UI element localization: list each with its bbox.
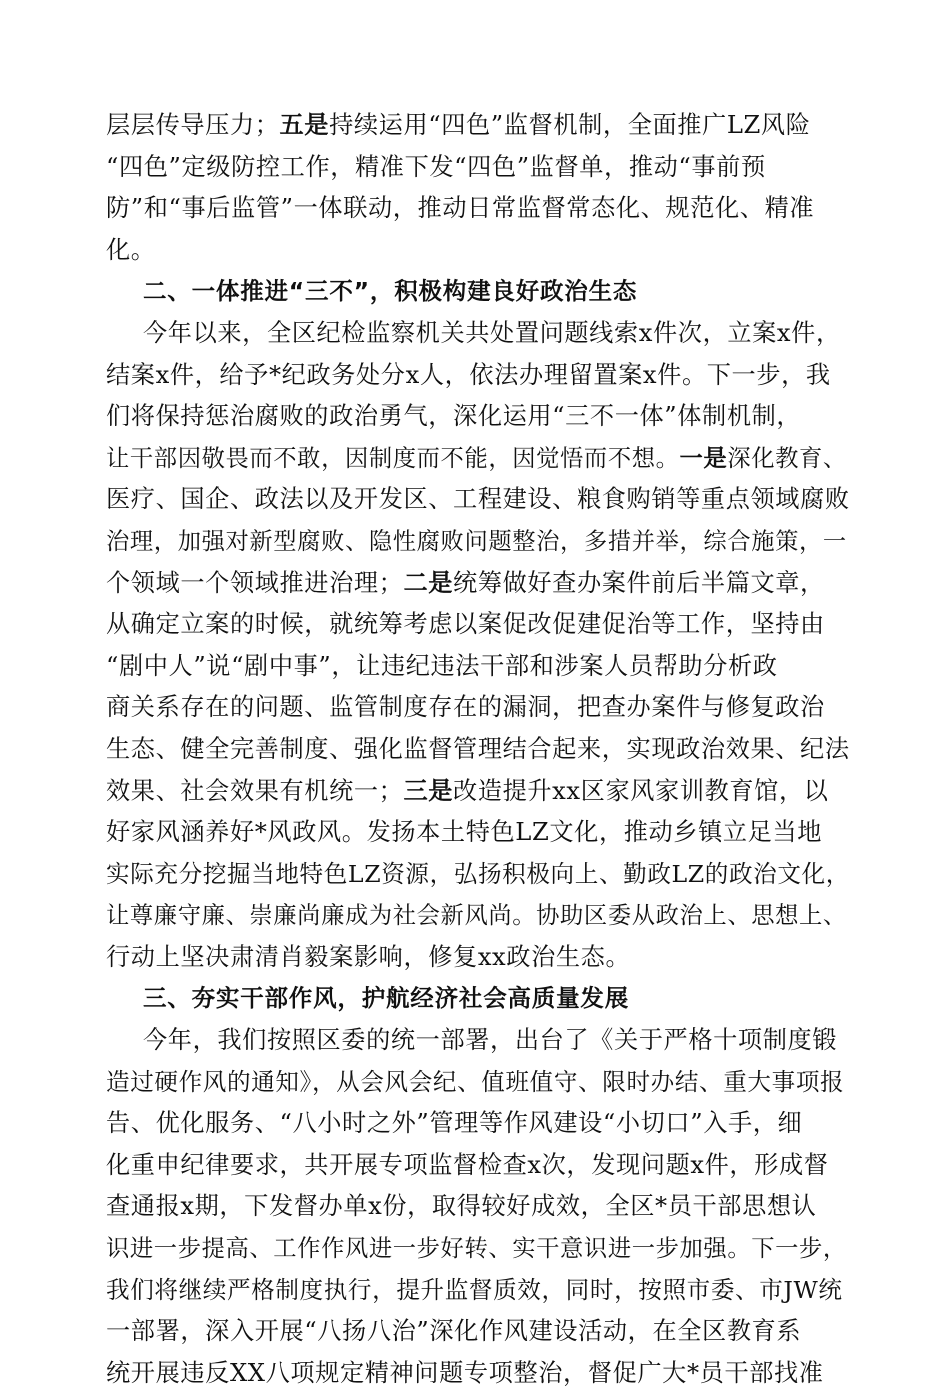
line-text: 化重申纪律要求，共开展专项监督检查x次，发现问题x件，形成督 [106, 1150, 829, 1179]
bold-lead-text: 三、夯实干部作风，护航经济社会高质量发展 [143, 984, 629, 1013]
paragraph-line [106, 188, 851, 230]
line-text: 结案x件，给予*纪政务处分x人，依法办理留置案x件。下一步，我 [106, 360, 831, 389]
line-text: 层层传导压力； [106, 111, 280, 139]
paragraph-line [106, 1062, 851, 1104]
paragraph-line [106, 1145, 851, 1187]
line-text: 造过硬作风的通知》，从会风会纪、值班值守、限时办结、重大事项报 [106, 1067, 845, 1096]
paragraph-line [106, 1228, 851, 1270]
line-text: 深化教育、 [727, 444, 847, 472]
paragraph-line [106, 646, 851, 688]
paragraph-line [106, 355, 851, 397]
line-text: “剧中人”说“剧中事”，让违纪违法干部和涉案人员帮助分析政 [106, 651, 778, 680]
line-text: 好家风涵养好*风政风。发扬本土特色LZ文化，推动乡镇立足当地 [106, 818, 823, 847]
paragraph-line [106, 854, 851, 896]
paragraph-line [106, 147, 851, 189]
line-text: 生态、健全完善制度、强化监督管理结合起来，实现政治效果、纪法 [106, 734, 850, 763]
line-text: 让干部因敬畏而不敢，因制度而不能，因觉悟而不想。 [106, 444, 680, 472]
line-text: 行动上坚决肃清肖毅案影响，修复xx政治生态。 [106, 942, 631, 971]
line-text: “四色”定级防控工作，精准下发“四色”监督单，推动“事前预 [106, 152, 766, 181]
paragraph-line [106, 604, 851, 646]
line-text: 个领域一个领域推进治理； [106, 568, 404, 597]
line-text: 查通报x期，下发督办单x份，取得较好成效，全区*员干部思想认 [106, 1192, 817, 1221]
paragraph-line [106, 521, 851, 563]
line-text: 今年，我们按照区委的统一部署，出台了《关于严格十项制度锻 [143, 1026, 838, 1055]
paragraph-line [106, 729, 851, 771]
paragraph-line [106, 396, 851, 438]
document-page [106, 105, 851, 1394]
line-text: 一部署，深入开展“八扬八治”深化作风建设活动，在全区教育系 [106, 1317, 802, 1346]
line-text: 商关系存在的问题、监管制度存在的漏洞，把查办案件与修复政治 [106, 693, 825, 722]
line-text: 识进一步提高、工作作风进一步好转、实干意识进一步加强。下一步， [106, 1235, 847, 1263]
line-text: 我们将继续严格制度执行，提升监督质效，同时，按照市委、市JW统 [106, 1275, 843, 1304]
line-text: 效果、社会效果有机统一； [106, 776, 404, 805]
bold-lead-text: 五是 [279, 111, 330, 139]
line-text: 实际充分挖掘当地特色LZ资源，弘扬积极向上、勤政LZ的政治文化， [106, 859, 850, 888]
paragraph-line [106, 1353, 851, 1394]
paragraph-line [106, 687, 851, 729]
paragraph-line [106, 1103, 851, 1145]
paragraph-line [106, 438, 851, 480]
bold-lead-text: 二是 [403, 568, 454, 597]
line-text: 从确定立案的时候，就统筹考虑以案促改促建促治等工作，坚持由 [106, 610, 825, 639]
line-text: 医疗、国企、政法以及开发区、工程建设、粮食购销等重点领域腐败 [106, 485, 850, 514]
paragraph-line [106, 105, 851, 147]
paragraph-line [106, 479, 851, 521]
bold-lead-text: 二、一体推进“三不”，积极构建良好政治生态 [143, 277, 638, 306]
line-text: 告、优化服务、“八小时之外”管理等作风建设“小切口”入手，细 [106, 1109, 803, 1138]
line-text: 们将保持惩治腐败的政治勇气，深化运用“三不一体”体制机制， [106, 402, 802, 431]
line-text: 统开展违反XX八项规定精神问题专项整治，督促广大*员干部找准 [106, 1358, 824, 1387]
paragraph-line [106, 230, 851, 272]
paragraph-line [106, 1186, 851, 1228]
line-text: 统筹做好查办案件前后半篇文章， [453, 568, 825, 597]
paragraph-line [106, 812, 851, 854]
paragraph-line [106, 1020, 851, 1062]
bold-lead-text: 三是 [403, 776, 454, 805]
line-text: 让尊廉守廉、崇廉尚廉成为社会新风尚。协助区委从政治上、思想上、 [106, 902, 847, 930]
paragraph-line [106, 937, 851, 979]
section-heading [106, 978, 851, 1020]
line-text: 持续运用“四色”监督机制，全面推广LZ风险 [329, 111, 811, 139]
paragraph-line [106, 563, 851, 605]
line-text: 今年以来，全区纪检监察机关共处置问题线索x件次，立案x件， [143, 318, 841, 347]
paragraph-line [106, 1270, 851, 1312]
line-text: 化。 [106, 235, 156, 264]
paragraph-line [106, 895, 851, 937]
line-text: 改造提升xx区家风家训教育馆，以 [453, 776, 829, 805]
line-text: 治理，加强对新型腐败、隐性腐败问题整治，多措并举，综合施策，一 [106, 527, 847, 555]
section-heading [106, 271, 851, 313]
bold-lead-text: 一是 [679, 444, 728, 472]
paragraph-line [106, 1311, 851, 1353]
paragraph-line [106, 771, 851, 813]
line-text: 防”和“事后监管”一体联动，推动日常监督常态化、规范化、精准 [106, 194, 815, 223]
paragraph-line [106, 313, 851, 355]
